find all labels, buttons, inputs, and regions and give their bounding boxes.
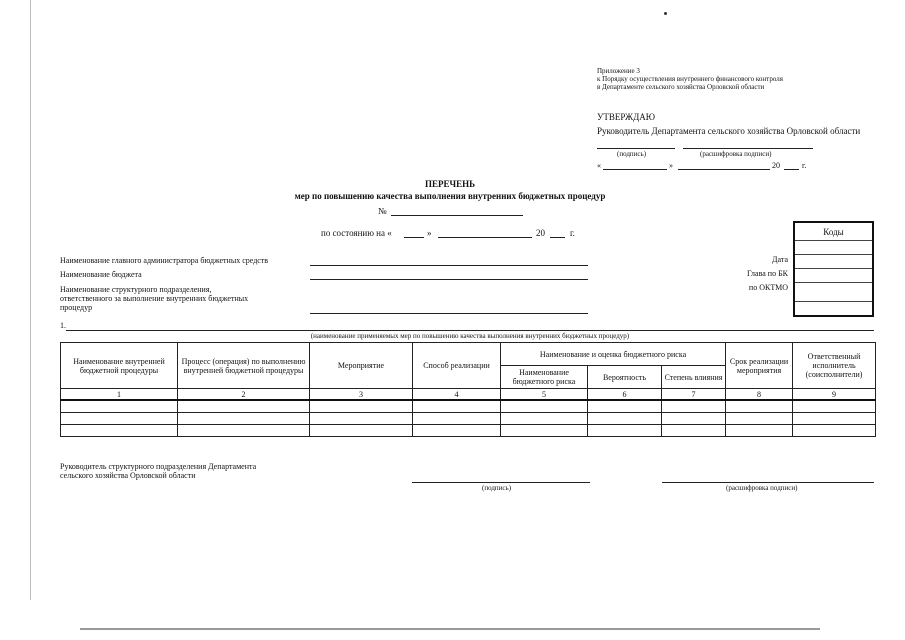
footer-signature-line[interactable] (412, 482, 590, 483)
day-line[interactable] (603, 169, 667, 170)
approval-note (597, 67, 783, 91)
col-header: Срок реализации мероприятия (726, 343, 793, 389)
col-header: Наименование внутренней бюджетной процедуры (61, 343, 178, 389)
table-cell[interactable] (413, 425, 501, 437)
column-number: 9 (793, 389, 876, 401)
as-of-year-line[interactable] (550, 237, 565, 238)
table-cell[interactable] (726, 413, 793, 425)
footer-signature-caption: (подпись) (482, 484, 512, 492)
measures-field-line[interactable] (66, 330, 874, 331)
approve-title: УТВЕРЖДАЮ (597, 112, 656, 122)
month-line[interactable] (678, 169, 770, 170)
column-number: 4 (413, 389, 501, 401)
col-header: Ответственный исполнитель (соисполнители) (793, 343, 876, 389)
table-cell[interactable] (588, 413, 662, 425)
footer-head (60, 462, 256, 480)
section-number: 1. (60, 321, 66, 330)
table-cell[interactable] (61, 400, 178, 413)
as-of-label: по состоянию на « (321, 228, 392, 238)
table-cell[interactable] (793, 400, 876, 413)
table-cell[interactable] (178, 400, 310, 413)
table-cell[interactable] (61, 425, 178, 437)
as-of-year-suffix: г. (570, 228, 575, 238)
measures-table (60, 342, 876, 437)
table-cell[interactable] (178, 413, 310, 425)
date-label: Дата (772, 255, 788, 264)
document-title: ПЕРЕЧЕНЬ (424, 179, 476, 189)
as-of-day-line[interactable] (404, 237, 424, 238)
as-of-close: » (427, 228, 432, 238)
unit-label-line: процедур (60, 303, 93, 312)
col-header: Наименование бюджетного риска (501, 366, 588, 389)
decode-caption: (расшифровка подписи) (700, 150, 772, 158)
table-row[interactable] (61, 425, 876, 437)
column-number: 6 (588, 389, 662, 401)
bk-label: Глава по БК (747, 269, 788, 278)
col-header: Степень влияния (662, 366, 726, 389)
table-cell[interactable] (310, 425, 413, 437)
table-cell[interactable] (793, 425, 876, 437)
codes-box (793, 221, 874, 317)
codes-row (795, 254, 872, 255)
signature-line[interactable] (597, 148, 675, 149)
footer-decode-caption: (расшифровка подписи) (726, 484, 798, 492)
close-quote: » (669, 161, 673, 170)
year-suffix: г. (802, 161, 807, 170)
approval-note-line: в Департаменте сельского хозяйства Орловской области (597, 83, 765, 91)
column-number: 5 (501, 389, 588, 401)
document-subtitle: мер по повышению качества выполнения внутренних бюджетных процедур (294, 191, 606, 201)
number-line[interactable] (391, 215, 523, 216)
table-cell[interactable] (793, 413, 876, 425)
admin-label: Наименование главного администратора бюджетных средств (60, 256, 269, 265)
admin-field-line[interactable] (310, 265, 588, 266)
table-cell[interactable] (726, 400, 793, 413)
unit-label-line: Наименование структурного подразделения, (60, 285, 212, 294)
measures-caption: (наименование применяемых мер по повышению качества выполнения внутренних бюджетных процедур) (310, 332, 630, 340)
budget-label: Наименование бюджета (60, 270, 142, 279)
table-cell[interactable] (662, 413, 726, 425)
column-number: 3 (310, 389, 413, 401)
column-number-row (61, 389, 876, 401)
column-number: 8 (726, 389, 793, 401)
open-quote: « (597, 161, 601, 170)
column-number: 1 (61, 389, 178, 401)
scan-edge (80, 628, 820, 630)
footer-decode-line[interactable] (662, 482, 874, 483)
number-sign: № (378, 206, 387, 216)
table-cell[interactable] (501, 425, 588, 437)
table-row[interactable] (61, 413, 876, 425)
scan-speck (664, 12, 667, 15)
column-number: 2 (178, 389, 310, 401)
table-header-row (61, 343, 876, 366)
year-prefix: 20 (772, 161, 780, 170)
col-header: Вероятность (588, 366, 662, 389)
table-cell[interactable] (61, 413, 178, 425)
table-cell[interactable] (662, 425, 726, 437)
table-cell[interactable] (310, 413, 413, 425)
table-cell[interactable] (726, 425, 793, 437)
table-cell[interactable] (413, 413, 501, 425)
approve-position: Руководитель Департамента сельского хозяйства Орловской области (597, 126, 861, 136)
col-header: Мероприятие (310, 343, 413, 389)
footer-head-line: сельского хозяйства Орловской области (60, 471, 196, 480)
table-cell[interactable] (501, 400, 588, 413)
codes-header: Коды (823, 227, 844, 237)
column-number: 7 (662, 389, 726, 401)
col-group-header: Наименование и оценка бюджетного риска (501, 343, 726, 366)
approval-note-line: Приложение 3 (597, 67, 640, 75)
decode-line[interactable] (683, 148, 813, 149)
col-header: Способ реализации (413, 343, 501, 389)
codes-row (795, 268, 872, 269)
codes-row (795, 282, 872, 283)
oktmo-label: по ОКТМО (748, 283, 788, 292)
table-cell[interactable] (178, 425, 310, 437)
year-line[interactable] (784, 169, 799, 170)
budget-field-line[interactable] (310, 279, 588, 280)
codes-row (795, 301, 872, 302)
table-row[interactable] (61, 400, 876, 413)
unit-label-line: ответственного за выполнение внутренних бюджетных (60, 294, 249, 303)
table-cell[interactable] (501, 413, 588, 425)
table-cell[interactable] (662, 400, 726, 413)
unit-field-line[interactable] (310, 313, 588, 314)
col-header: Процесс (операция) по выполнению внутренней бюджетной процедуры (178, 343, 310, 389)
footer-head-line: Руководитель структурного подразделения Департамента (60, 462, 257, 471)
approval-note-line: к Порядку осуществления внутреннего финансового контроля (597, 75, 783, 83)
codes-row (795, 240, 872, 241)
table-cell[interactable] (588, 425, 662, 437)
as-of-year-prefix: 20 (536, 228, 545, 238)
table-cell[interactable] (413, 400, 501, 413)
signature-caption: (подпись) (617, 150, 647, 158)
as-of-month-line[interactable] (438, 237, 532, 238)
unit-label (60, 285, 248, 312)
table-cell[interactable] (588, 400, 662, 413)
table-cell[interactable] (310, 400, 413, 413)
scan-edge (30, 0, 31, 600)
